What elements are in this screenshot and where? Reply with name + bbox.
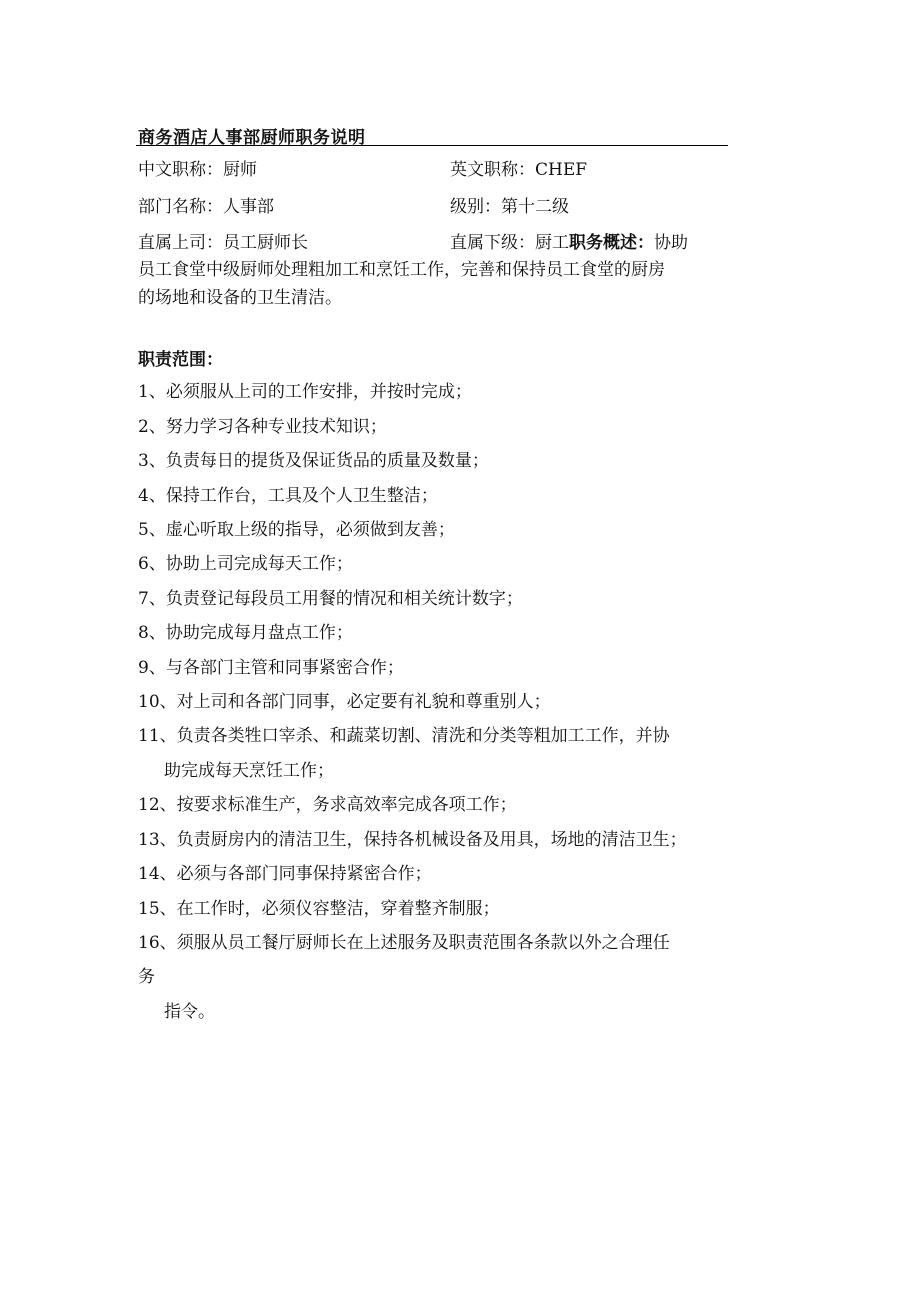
duty-item: 4、保持工作台，工具及个人卫生整洁； xyxy=(138,486,438,506)
department-field xyxy=(138,195,274,219)
english-title-label: 英文职称： xyxy=(450,160,535,180)
title-underline xyxy=(136,145,728,146)
chinese-title-value: 厨师 xyxy=(223,160,257,180)
duty-item: 1、必须服从上司的工作安排，并按时完成； xyxy=(138,382,472,402)
duty-item: 15、在工作时，必须仪容整洁，穿着整齐制服； xyxy=(138,899,500,919)
level-value: 第十二级 xyxy=(501,197,569,217)
overview-line: 的场地和设备的卫生清洁。 xyxy=(138,288,342,308)
department-value: 人事部 xyxy=(223,197,274,217)
duty-item: 2、努力学习各种专业技术知识； xyxy=(138,417,387,437)
overview-line: 员工食堂中级厨师处理粗加工和烹饪工作，完善和保持员工食堂的厨房 xyxy=(138,260,665,280)
duty-item: 13、负责厨房内的清洁卫生，保持各机械设备及用具，场地的清洁卫生； xyxy=(138,830,687,850)
chinese-title-field xyxy=(138,158,257,182)
chinese-title-label: 中文职称： xyxy=(138,160,223,180)
document-title: 商务酒店人事部厨师职务说明 xyxy=(138,128,366,148)
department-label: 部门名称： xyxy=(138,197,223,217)
duty-item: 5、虚心听取上级的指导，必须做到友善； xyxy=(138,520,455,540)
duty-item-continuation: 助完成每天烹饪工作； xyxy=(164,761,334,781)
overview-text xyxy=(138,256,718,312)
scope-heading: 职责范围： xyxy=(138,350,223,370)
duty-item: 11、负责各类牲口宰杀、和蔬菜切割、清洗和分类等粗加工工作，并协 xyxy=(138,726,670,746)
duty-item: 6、协助上司完成每天工作； xyxy=(138,554,353,574)
duty-item: 10、对上司和各部门同事，必定要有礼貌和尊重别人； xyxy=(138,692,551,712)
overview-label: 职务概述： xyxy=(569,233,654,253)
duty-item-continuation: 务 xyxy=(138,967,155,987)
overview-start: 协助 xyxy=(654,233,688,253)
english-title-field xyxy=(450,158,587,182)
english-title-value: CHEF xyxy=(535,160,588,180)
supervisor-field xyxy=(138,231,308,255)
duty-item: 8、协助完成每月盘点工作； xyxy=(138,623,353,643)
duty-item-continuation: 指令。 xyxy=(164,1002,215,1022)
level-label: 级别： xyxy=(450,197,501,217)
supervisor-value: 员工厨师长 xyxy=(223,233,308,253)
duty-item: 9、与各部门主管和同事紧密合作； xyxy=(138,658,404,678)
subordinate-field xyxy=(450,231,688,255)
duty-item: 16、须服从员工餐厅厨师长在上述服务及职责范围各条款以外之合理任 xyxy=(138,933,670,953)
subordinate-value: 厨工 xyxy=(535,233,569,253)
supervisor-label: 直属上司： xyxy=(138,233,223,253)
duty-item: 3、负责每日的提货及保证货品的质量及数量； xyxy=(138,451,489,471)
subordinate-label: 直属下级： xyxy=(450,233,535,253)
duty-item: 14、必须与各部门同事保持紧密合作； xyxy=(138,864,432,884)
duty-item: 7、负责登记每段员工用餐的情况和相关统计数字； xyxy=(138,589,523,609)
level-field xyxy=(450,195,569,219)
duty-item: 12、按要求标准生产，务求高效率完成各项工作； xyxy=(138,795,517,815)
